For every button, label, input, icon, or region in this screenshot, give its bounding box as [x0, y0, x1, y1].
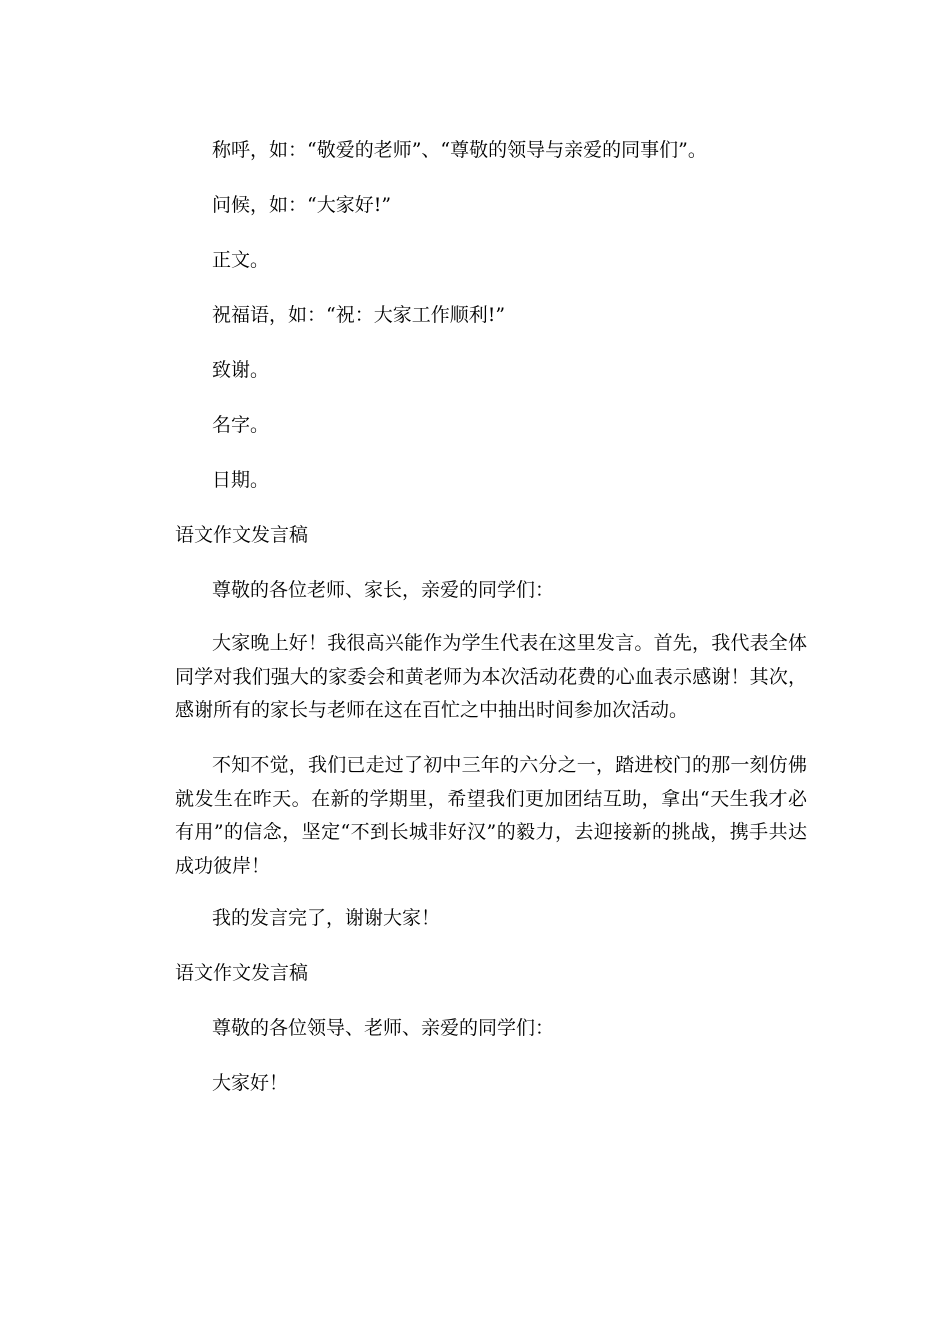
list-item-thanks: 致谢。 [212, 359, 270, 381]
list-item-body: 正文。 [212, 249, 270, 271]
list-item-date: 日期。 [212, 469, 270, 491]
speech1-closing: 我的发言完了，谢谢大家！ [212, 907, 441, 929]
list-item-name: 名字。 [212, 414, 270, 436]
speech1-salutation: 尊敬的各位老师、家长，亲爱的同学们： [212, 579, 555, 601]
speech1-title: 语文作文发言稿 [175, 524, 309, 546]
list-item-blessing: 祝福语，如：“祝：大家工作顺利!” [212, 304, 506, 326]
speech1-paragraph-2: 不知不觉，我们已走过了初中三年的六分之一，踏进校门的那一刻仿佛就发生在昨天。在新的学期里，希望我们更加团结互助，拿出“天生我才必有用”的信念，坚定“不到长城非好汉”的毅力，去迎接新的挑战，携手共达成功彼岸！ [175, 754, 807, 877]
list-item-greeting: 问候，如：“大家好!” [212, 194, 392, 216]
speech1-paragraph-1: 大家晚上好！我很高兴能作为学生代表在这里发言。首先，我代表全体同学对我们强大的家委会和黄老师为本次活动花费的心血表示感谢！其次，感谢所有的家长与老师在这在百忙之中抽出时间参加次活动。 [175, 632, 807, 721]
speech2-salutation: 尊敬的各位领导、老师、亲爱的同学们： [212, 1017, 555, 1039]
speech2-greeting: 大家好！ [212, 1072, 289, 1094]
speech2-title: 语文作文发言稿 [175, 962, 309, 984]
list-item-address: 称呼，如：“敬爱的老师”、“尊敬的领导与亲爱的同事们”。 [212, 139, 707, 161]
